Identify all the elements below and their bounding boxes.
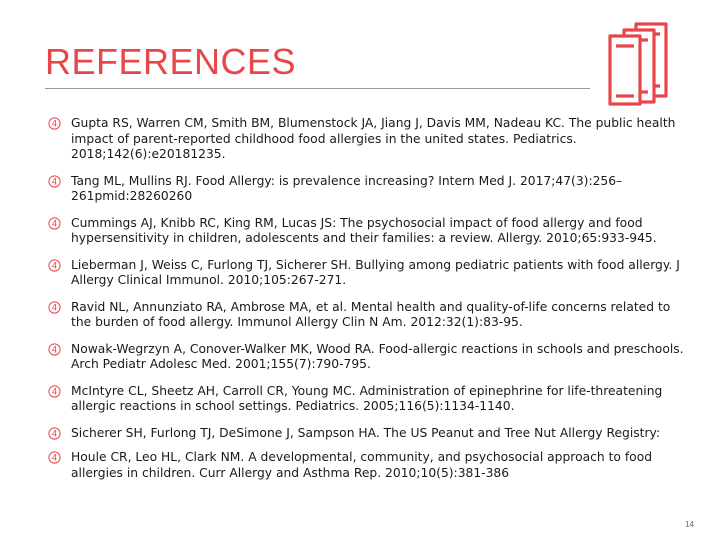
books-icon (606, 18, 674, 106)
circled-four-bullet-icon (48, 427, 61, 440)
list-item (48, 450, 688, 481)
circled-four-bullet-icon (48, 343, 61, 356)
svg-text:4: 4 (51, 177, 58, 188)
list-item (48, 342, 688, 373)
circled-four-bullet-icon (48, 175, 61, 188)
list-item (48, 116, 688, 163)
svg-text:4: 4 (51, 303, 58, 314)
reference-text: Lieberman J, Weiss C, Furlong TJ, Sicherer SH. Bullying among pediatric patients with food allergy. J Allergy Clinical Immunol. 2010;105:267-271. (71, 257, 680, 287)
reference-text: McIntyre CL, Sheetz AH, Carroll CR, Young MC. Administration of epinephrine for life-threatening allergic reactions in school settings. Pediatrics. 2005;116(5):1134-1140. (71, 383, 663, 413)
svg-text:4: 4 (51, 387, 58, 398)
list-item (48, 384, 688, 415)
list-item (48, 174, 688, 205)
list-item (48, 426, 688, 442)
svg-text:4: 4 (51, 453, 58, 464)
reference-text: Tang ML, Mullins RJ. Food Allergy: is prevalence increasing? Intern Med J. 2017;47(3):256–261pmid:28260260 (71, 173, 623, 203)
list-item (48, 216, 688, 247)
reference-text: Cummings AJ, Knibb RC, King RM, Lucas JS: The psychosocial impact of food allergy and food hypersensitivity in children, adolescents and their families: a review. Allergy. 2010;65:933-945. (71, 215, 657, 245)
page-number: 14 (685, 520, 694, 529)
svg-text:4: 4 (51, 119, 58, 130)
circled-four-bullet-icon (48, 117, 61, 130)
reference-text: Houle CR, Leo HL, Clark NM. A developmental, community, and psychosocial approach to food allergies in children. Curr Allergy and Asthma Rep. 2010;10(5):381-386 (71, 450, 653, 480)
title-divider (45, 88, 590, 89)
svg-text:4: 4 (51, 261, 58, 272)
list-item (48, 258, 688, 289)
reference-text: Sicherer SH, Furlong TJ, DeSimone J, Sampson HA. The US Peanut and Tree Nut Allergy Registry: (71, 425, 661, 440)
reference-list (48, 116, 688, 492)
slide-title: REFERENCES (45, 41, 297, 82)
reference-text: Ravid NL, Annunziato RA, Ambrose MA, et al. Mental health and quality-of-life concerns related to the burden of food allergy. Immunol Allergy Clin N Am. 2012:32(1):83-95. (71, 299, 671, 329)
circled-four-bullet-icon (48, 451, 61, 464)
circled-four-bullet-icon (48, 217, 61, 230)
circled-four-bullet-icon (48, 301, 61, 314)
svg-text:4: 4 (51, 219, 58, 230)
svg-text:4: 4 (51, 429, 58, 440)
circled-four-bullet-icon (48, 385, 61, 398)
circled-four-bullet-icon (48, 259, 61, 272)
reference-text: Nowak-Wegrzyn A, Conover-Walker MK, Wood RA. Food-allergic reactions in schools and preschools. Arch Pediatr Adolesc Med. 2001;155(7):790-795. (71, 341, 684, 371)
reference-text: Gupta RS, Warren CM, Smith BM, Blumenstock JA, Jiang J, Davis MM, Nadeau KC. The public health impact of parent-reported childhood food allergies in the united states. Pediatrics. 2018;142(6):e20181235. (71, 116, 676, 161)
svg-text:4: 4 (51, 345, 58, 356)
list-item (48, 300, 688, 331)
